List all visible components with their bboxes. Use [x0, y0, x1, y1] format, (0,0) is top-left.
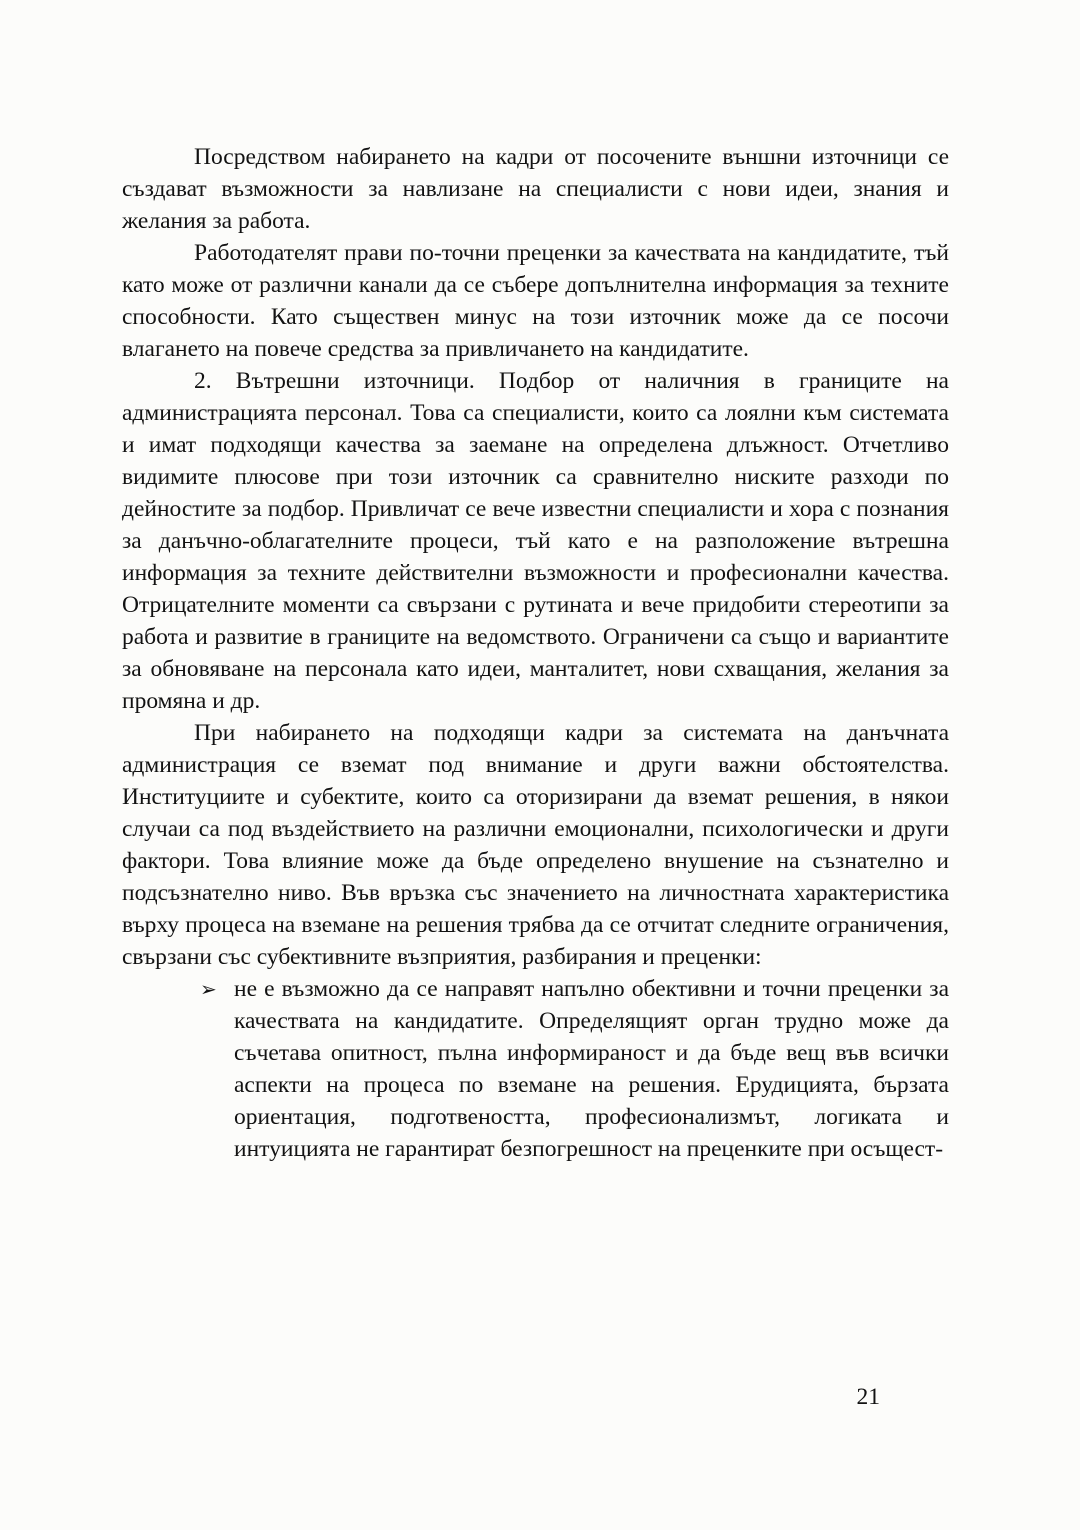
paragraph: Работодателят прави по-точни преценки за качествата на кандидатите, тъй като може от различни канали да се събере допълнителна информация за техните способности. Като съществен минус на този източник може да се посочи влагането на повече средства за привличането на кандидатите.: [122, 240, 949, 362]
paragraph: Посредством набирането на кадри от посочените външни източници се създават възможности за навлизане на специалисти с нови идеи, знания и желания за работа.: [122, 144, 949, 234]
list-item-text: не е възможно да се направят напълно обективни и точни преценки за качествата на кандидатите. Определящият орган трудно може да съчетава опитност, пълна информираност и да бъде вещ във всички аспекти на процеса по вземане на решения. Ерудицията, бързата ориентация, подготвеността, професионализмът, логиката и интуицията не гарантират безпогрешност на преценките при осъщест-: [234, 976, 949, 1162]
paragraph: 2. Вътрешни източници. Подбор от наличния в границите на администрацията персонал. Това са специалисти, които са лоялни към системата и имат подходящи качества за заемане на определена длъжност. Отчетливо видимите плюсове при този източник са сравнително ниските разходи по дейностите за подбор. Привличат се вече известни специалисти и хора с познания за данъчно-облагателните процеси, тъй като е на разположение вътрешна информация за техните действителни възможности и професионални качества. Отрицателните моменти са свързани с рутината и вече придобити стереотипи за работа и развитие в границите на ведомството. Ограничени са също и вариантите за обновяване на персонала като идеи, манталитет, нови схващания, желания за промяна и др.: [122, 368, 949, 714]
list-item: [200, 973, 949, 1165]
text-block: [122, 141, 949, 1165]
arrow-bullet-icon: ➢: [200, 977, 217, 1001]
page-number: 21: [856, 1384, 880, 1410]
paragraph: При набирането на подходящи кадри за системата на данъчната администрация се вземат под внимание и други важни обстоятелства. Институциите и субектите, които са оторизирани да вземат решения, в някои случаи са под въздействието на различни емоционални, психологически и други фактори. Това влияние може да бъде определено внушение на съзнателно и подсъзнателно ниво. Във връзка със значението на личностната характеристика върху процеса на вземане на решения трябва да се отчитат следните ограничения, свързани със субективните възприятия, разбирания и преценки:: [122, 720, 949, 970]
